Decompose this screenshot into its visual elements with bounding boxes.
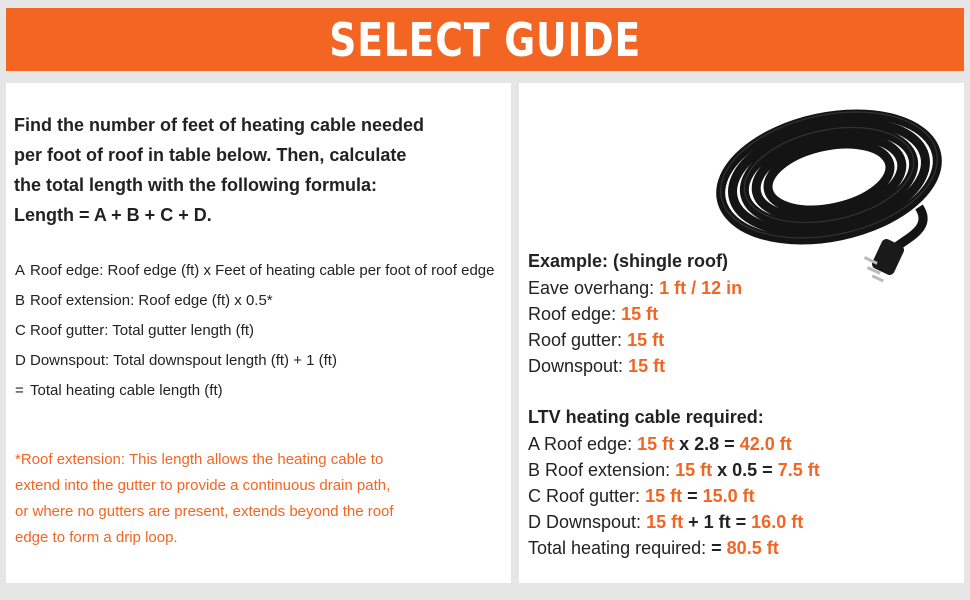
footnote-line: *Roof extension: This length allows the heating cable to (15, 451, 384, 468)
definition-text: Roof gutter: Total gutter length (ft) (30, 322, 255, 339)
definition-letter: C (15, 322, 26, 339)
line-result: 7.5 ft (777, 460, 820, 480)
definition-letter: B (15, 292, 26, 309)
line-operator: + 1 ft (688, 512, 731, 532)
line-operator: x 0.5 = (717, 460, 773, 480)
definition-list (15, 261, 510, 411)
line-result: 42.0 ft (739, 434, 792, 454)
definition-total (15, 381, 510, 401)
footnote-line: extend into the gutter to provide a continuous drain path, (15, 477, 391, 494)
line-value: 15 ft (627, 330, 665, 350)
line-label: C Roof gutter: (528, 486, 641, 506)
intro-line: Find the number of feet of heating cable needed (14, 115, 425, 135)
definition-letter: A (15, 262, 26, 279)
calc-b-line (528, 457, 958, 483)
line-label: Downspout: (528, 356, 624, 376)
line-result: 15.0 ft (702, 486, 755, 506)
definition-b (15, 291, 510, 311)
definition-letter: = (15, 382, 24, 399)
header-banner (6, 8, 964, 71)
line-operator: x 2.8 = (679, 434, 735, 454)
ltv-section (528, 403, 958, 561)
example-section (528, 247, 958, 379)
definition-a (15, 261, 510, 281)
line-value: 15 ft (621, 304, 659, 324)
calc-d-line (528, 509, 958, 535)
line-result: 16.0 ft (751, 512, 804, 532)
calc-c-line (528, 483, 958, 509)
line-value: 1 ft / 12 in (659, 278, 743, 298)
footnote (15, 447, 495, 551)
definition-text: Downspout: Total downspout length (ft) + 1 (ft) (30, 352, 337, 369)
definition-text: Roof edge: Roof edge (ft) x Feet of heating cable per foot of roof edge (30, 262, 495, 279)
right-panel (519, 83, 964, 583)
page-title: SELECT GUIDE (329, 12, 641, 67)
line-label: Eave overhang: (528, 278, 655, 298)
ltv-heading: LTV heating cable required: (528, 407, 764, 427)
line-label: Roof gutter: (528, 330, 623, 350)
line-label: Total heating required: (528, 538, 707, 558)
line-label: B Roof extension: (528, 460, 671, 480)
intro-line: the total length with the following formula: (14, 175, 377, 195)
line-value: 15 ft (646, 512, 684, 532)
line-value: 15 ft (628, 356, 666, 376)
line-operator: = (687, 486, 698, 506)
roof-gutter-line (528, 327, 958, 353)
definition-text: Roof extension: Roof edge (ft) x 0.5* (30, 292, 273, 309)
example-heading: Example: (shingle roof) (528, 251, 729, 271)
calc-total-line (528, 535, 958, 561)
definition-d (15, 351, 510, 371)
line-result: 80.5 ft (726, 538, 779, 558)
calc-a-line (528, 431, 958, 457)
left-panel (6, 83, 511, 583)
definition-c (15, 321, 510, 341)
eave-overhang-line (528, 275, 958, 301)
line-operator: = (735, 512, 747, 532)
line-value: 15 ft (645, 486, 683, 506)
line-label: D Downspout: (528, 512, 642, 532)
downspout-line (528, 353, 958, 379)
line-value: 15 ft (637, 434, 675, 454)
footnote-line: or where no gutters are present, extends beyond the roof (15, 503, 394, 520)
intro-line: per foot of roof in table below. Then, calculate (14, 145, 407, 165)
footnote-line: edge to form a drip loop. (15, 529, 178, 546)
line-operator: = (711, 538, 722, 558)
intro-text (14, 110, 504, 230)
formula-line: Length = A + B + C + D. (14, 205, 212, 225)
line-label: Roof edge: (528, 304, 617, 324)
line-value: 15 ft (675, 460, 713, 480)
definition-text: Total heating cable length (ft) (30, 382, 223, 399)
roof-edge-line (528, 301, 958, 327)
definition-letter: D (15, 352, 26, 369)
line-label: A Roof edge: (528, 434, 633, 454)
